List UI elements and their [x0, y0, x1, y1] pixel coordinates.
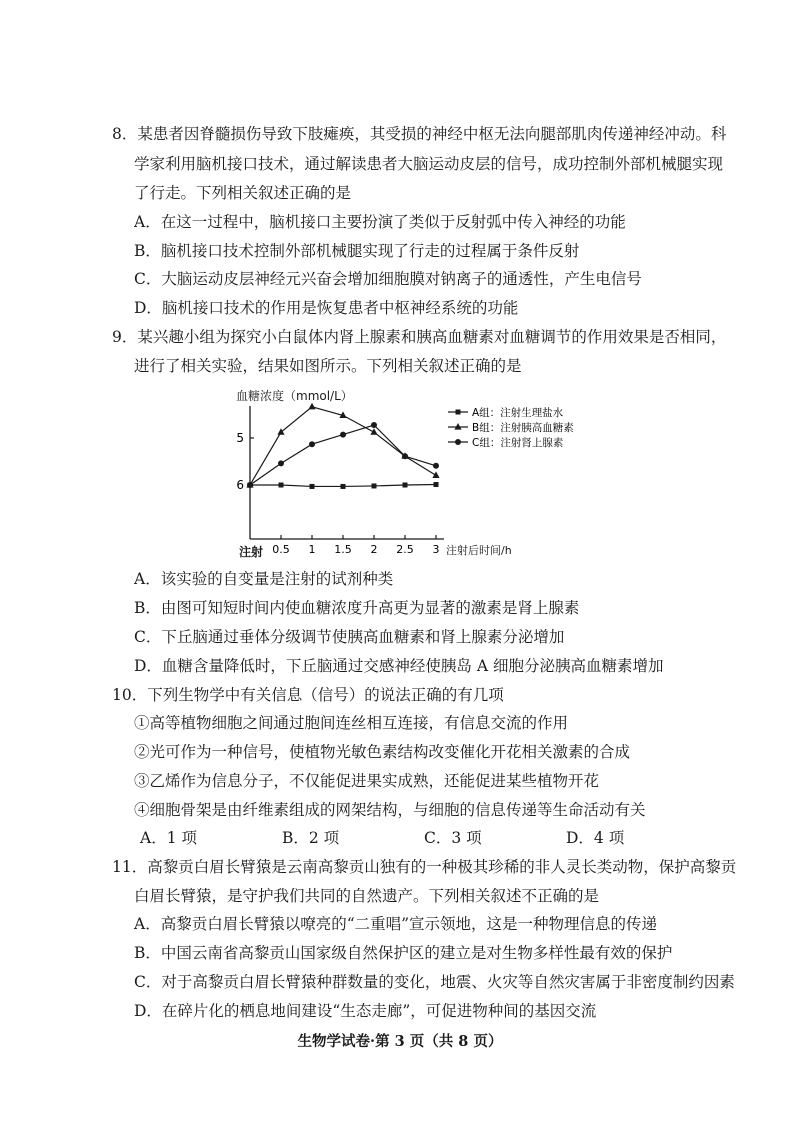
q11-stem-line-1: 11．高黎贡白眉长臂猿是云南高黎贡山独有的一种极其珍稀的非人灵长类动物，保护高黎贡: [112, 858, 737, 876]
data-point-triangle: [308, 403, 315, 410]
x-tick-label: 1.5: [334, 543, 352, 556]
q10-stem: 10．下列生物学中有关信息（信号）的说法正确的有几项: [112, 686, 504, 704]
q11-option-a: A．高黎贡白眉长臂猿以嘹亮的“二重唱”宣示领地，这是一种物理信息的传递: [134, 915, 658, 933]
legend-label: B组：注射胰高血糖素: [472, 422, 574, 434]
x-tick-label: 2.5: [396, 543, 414, 556]
q11-option-c: C．对于高黎贡白眉长臂猿种群数量的变化，地震、火灾等自然灾害属于非密度制约因素: [134, 973, 735, 991]
q10-choice-c: C．3 项: [424, 829, 482, 847]
legend-marker-square: [456, 410, 461, 415]
q11-option-d: D．在碎片化的栖息地间建设“生态走廊”，可促进物种间的基因交流: [134, 1002, 597, 1020]
blood-glucose-chart: [222, 384, 574, 564]
legend-marker-triangle: [454, 423, 461, 430]
q9-stem-line-1: 9．某兴趣小组为探究小白鼠体内肾上腺素和胰高血糖素对血糖调节的作用效果是否相同，: [112, 328, 727, 346]
data-point-circle: [309, 441, 315, 447]
q10-choice-a: A．1 项: [140, 829, 197, 847]
q8-stem-line-3: 了行走。下列相关叙述正确的是: [134, 184, 352, 202]
chart-x-axis-label: 注射后时间/h: [446, 544, 512, 557]
q9-stem-line-2: 进行了相关实验，结果如图所示。下列相关叙述正确的是: [134, 357, 522, 375]
q11-option-b: B．中国云南省高黎贡山国家级自然保护区的建立是对生物多样性最有效的保护: [134, 944, 673, 962]
q8-option-a: A．在这一过程中，脑机接口主要扮演了类似于反射弧中传入神经的功能: [134, 213, 626, 231]
q9-option-b: B．由图可知短时间内使血糖浓度升高更为显著的激素是肾上腺素: [134, 599, 580, 617]
y-tick-label: 6: [236, 478, 244, 492]
data-point-circle: [433, 463, 439, 469]
legend-label: C组：注射肾上腺素: [472, 437, 564, 449]
y-tick-label: 5: [236, 431, 244, 445]
legend-label: A组：注射生理盐水: [472, 407, 564, 419]
legend-marker-circle: [455, 439, 461, 445]
data-point-circle: [278, 460, 284, 466]
q11-stem-line-2: 白眉长臂猿，是守护我们共同的自然遗产。下列相关叙述不正确的是: [134, 887, 600, 905]
data-point-triangle: [277, 428, 284, 435]
q8-stem-line-2: 学家利用脑机接口技术，通过解读患者大脑运动皮层的信号，成功控制外部机械腿实现: [134, 155, 724, 173]
q10-item-1: ①高等植物细胞之间通过胞间连丝相互连接，有信息交流的作用: [134, 714, 569, 732]
x-tick-label: 0.5: [272, 543, 290, 556]
x-tick-label: 3: [432, 543, 440, 556]
q8-option-d: D．脑机接口技术的作用是恢复患者中枢神经系统的功能: [134, 299, 519, 317]
q9-option-d: D．血糖含量降低时，下丘脑通过交感神经使胰岛 A 细胞分泌胰高血糖素增加: [134, 657, 664, 675]
q10-item-3: ③乙烯作为信息分子，不仅能促进果实成熟，还能促进某些植物开花: [134, 772, 600, 790]
series-line-triangle: [250, 407, 436, 485]
q10-choice-d: D．4 项: [566, 829, 625, 847]
data-point-square: [341, 484, 346, 489]
page-footer: 生物学试卷·第 3 页（共 8 页）: [297, 1033, 503, 1050]
chart-y-axis-label: 血糖浓度（mmol/L）: [236, 389, 353, 403]
q9-option-c: C．下丘脑通过垂体分级调节使胰高血糖素和肾上腺素分泌增加: [134, 628, 565, 646]
data-point-circle: [340, 432, 346, 438]
data-point-square: [279, 483, 284, 488]
q9-option-a: A．该实验的自变量是注射的试剂种类: [134, 570, 394, 588]
data-point-square: [372, 483, 377, 488]
x-tick-label: 1: [308, 543, 316, 556]
q8-stem-line-1: 8．某患者因脊髓损伤导致下肢瘫痪，其受损的神经中枢无法向腿部肌肉传递神经冲动。科: [112, 125, 727, 143]
q8-option-c: C．大脑运动皮层神经元兴奋会增加细胞膜对钠离子的通透性，产生电信号: [134, 270, 642, 288]
data-point-square: [434, 482, 439, 487]
data-point-circle: [247, 482, 253, 488]
chart-origin-label: 注射: [239, 545, 264, 559]
q10-item-4: ④细胞骨架是由纤维素组成的网架结构，与细胞的信息传递等生命活动有关: [134, 801, 646, 819]
q8-option-b: B．脑机接口技术控制外部机械腿实现了行走的过程属于条件反射: [134, 242, 580, 260]
data-point-circle: [402, 453, 408, 459]
x-tick-label: 2: [370, 543, 378, 556]
data-point-square: [403, 483, 408, 488]
q10-choice-b: B．2 项: [282, 829, 340, 847]
q10-item-2: ②光可作为一种信号，使植物光敏色素结构改变催化开花相关激素的合成: [134, 743, 631, 761]
data-point-triangle: [432, 471, 439, 478]
data-point-circle: [371, 422, 377, 428]
data-point-square: [310, 484, 315, 489]
